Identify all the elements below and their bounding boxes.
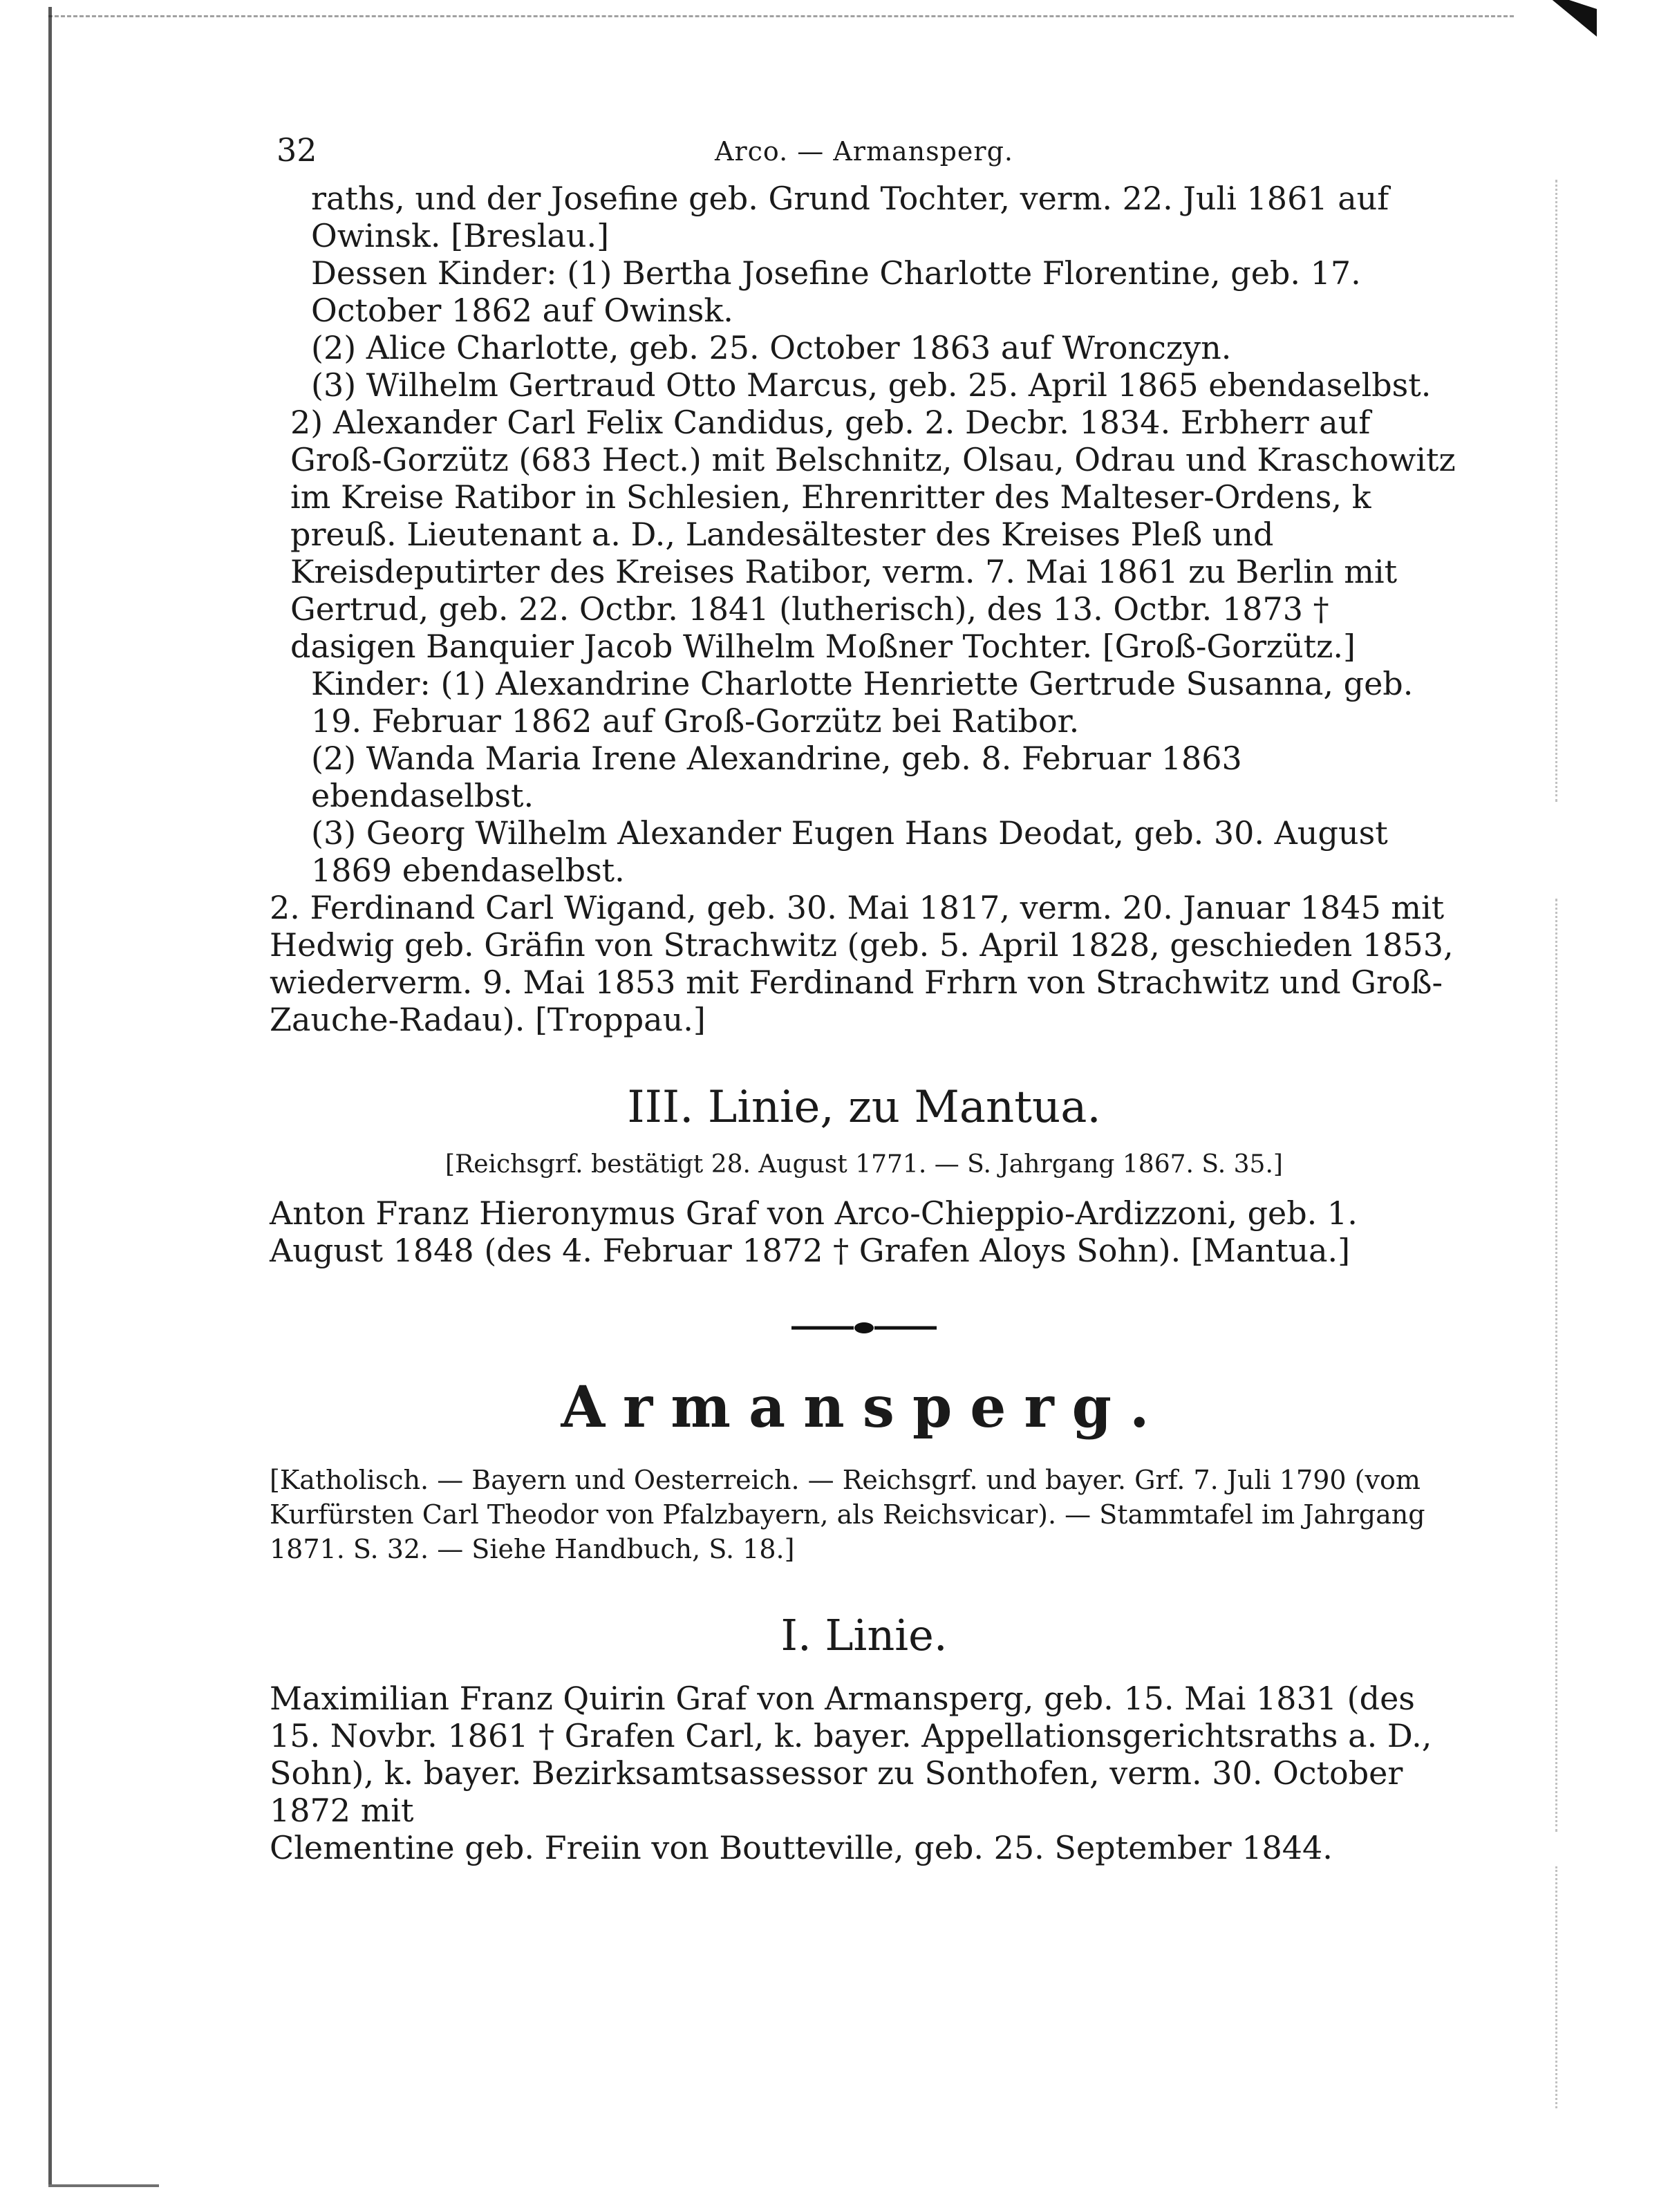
family-note: [Katholisch. — Bayern und Oesterreich. — Reichsgrf. und bayer. Grf. 7. Juli 1790 (vom Kurfürsten Carl Theodor von Pfalzbayern, als Reichsvicar). — Stammtafel im Jahrgang 1871. S. 32. — Siehe Handbuch, S. 18.] bbox=[270, 1465, 1425, 1564]
child-entry: (2) Alice Charlotte, geb. 25. October 1863 auf Wronczyn. bbox=[311, 329, 1232, 366]
family-title: Armansperg. bbox=[561, 1374, 1168, 1441]
section-title: III. Linie, zu Mantua. bbox=[627, 1082, 1101, 1133]
child-entry: (2) Wanda Maria Irene Alexandrine, geb. 8. Februar 1863 ebendaselbst. bbox=[311, 740, 1242, 814]
child-entry: (1) Bertha Josefine Charlotte Florentine, geb. 17. October 1862 auf Owinsk. bbox=[311, 254, 1361, 329]
son-entry: 2) Alexander Carl Felix Candidus, geb. 2. Decbr. 1834. Erbherr auf Groß-Gorzütz (683 Hect.) mit Belschnitz, Olsau, Odrau und Kraschowitz im Kreise Ratibor in Schlesien, Ehrenritter des Malteser-Ordens, k preuß. Lieutenant a. D., Landesältester des Kreises Pleß und Kreisdeputirter des Kreises Ratibor, verm. 7. Mai 1861 zu Berlin mit bbox=[290, 404, 1456, 590]
children-entry bbox=[311, 665, 1459, 740]
children-entry bbox=[311, 254, 1459, 329]
child-entry: (1) Alexandrine Charlotte Henriette Gertrude Susanna, geb. 19. Februar 1862 auf Groß-Gorzütz bei Ratibor. bbox=[311, 665, 1414, 740]
entry-text: raths, und der Josefine geb. Grund Tochter, verm. 22. Juli 1861 auf Owinsk. [Breslau.] bbox=[311, 180, 1389, 254]
son-entry: 2. Ferdinand Carl Wigand, geb. 30. Mai 1817, verm. 20. Januar 1845 mit Hedwig geb. Gräfin von Strachwitz (geb. 5. April 1828, geschieden 1853, wiederverm. 9. Mai 1853 mit Ferdinand Frhrn von Strachwitz und Groß-Zauche-Radau). [Troppau.] bbox=[270, 889, 1454, 1038]
child-entry: (3) Georg Wilhelm Alexander Eugen Hans Deodat, geb. 30. August 1869 ebendaselbst. bbox=[311, 814, 1388, 889]
running-title: Arco. — Armansperg. bbox=[715, 136, 1013, 167]
page-corner-mark bbox=[1541, 0, 1597, 37]
bleed-through-text bbox=[1555, 180, 1654, 802]
scan-edge-bottom bbox=[48, 2177, 159, 2187]
child-entry: (3) Wilhelm Gertraud Otto Marcus, geb. 25. April 1865 ebendaselbst. bbox=[311, 366, 1432, 404]
spouse-entry: Gertrud, geb. 22. Octbr. 1841 (lutherisch), des 13. Octbr. 1873 † dasigen Banquier Jacob Wilhelm Moßner Tochter. [Groß-Gorzütz.] bbox=[290, 590, 1356, 665]
page-header bbox=[270, 124, 1459, 180]
children-label: Dessen Kinder: bbox=[311, 254, 557, 292]
entry-text: Maximilian Franz Quirin Graf von Armansperg, geb. 15. Mai 1831 (des 15. Novbr. 1861 † Grafen Carl, k. bayer. Appellationsgerichtsraths a. D., Sohn), k. bayer. Bezirksamtsassessor zu Sonthofen, verm. 30. October 1872 mit bbox=[270, 1680, 1432, 1829]
spouse-entry: Clementine geb. Freiin von Boutteville, geb. 25. September 1844. bbox=[270, 1829, 1333, 1866]
bleed-through-text bbox=[1555, 1866, 1654, 2108]
bleed-through-text bbox=[1555, 899, 1654, 1832]
scan-edge-left bbox=[48, 7, 66, 2184]
page-number: 32 bbox=[276, 131, 317, 169]
section-note: [Reichsgrf. bestätigt 28. August 1771. — S. Jahrgang 1867. S. 35.] bbox=[445, 1150, 1283, 1179]
page-content bbox=[270, 124, 1459, 1866]
scan-edge-top bbox=[48, 6, 1514, 17]
line-title: I. Linie. bbox=[780, 1610, 948, 1660]
children-label: Kinder: bbox=[311, 665, 431, 702]
ornament-divider bbox=[788, 1318, 940, 1338]
entry-text: Anton Franz Hieronymus Graf von Arco-Chieppio-Ardizzoni, geb. 1. August 1848 (des 4. Februar 1872 † Grafen Aloys Sohn). [Mantua.] bbox=[270, 1194, 1358, 1269]
